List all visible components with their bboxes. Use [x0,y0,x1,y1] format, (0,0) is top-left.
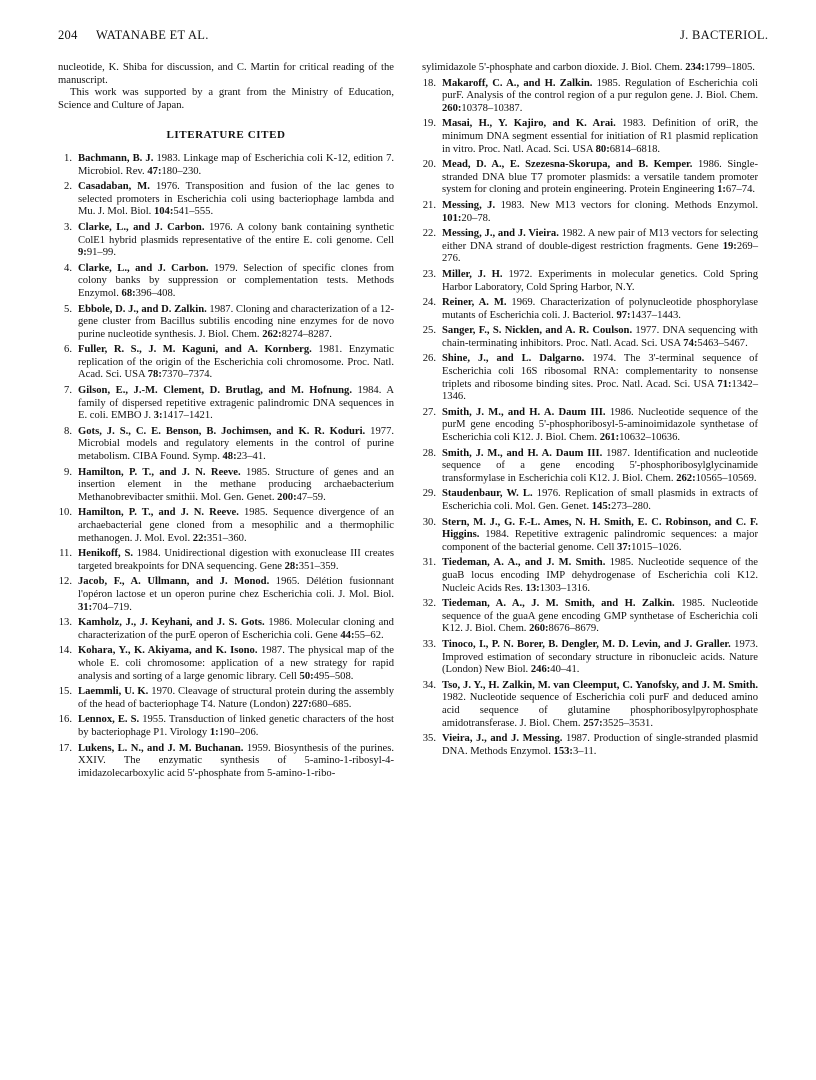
reference-number: 20. [422,159,436,171]
reference-text: 1986. Molecular cloning and characterization of the purE operon of Escherichia coli. Gene [78,617,394,641]
reference-volume: 262: [676,472,696,484]
reference-number: 10. [58,507,72,519]
reference-volume: 13: [525,582,540,594]
reference-item [58,548,394,573]
reference-text: 1969. Characterization of polynucleotide phosphorylase mutants of Escherichia coli. J. Bacteriol. [442,297,758,321]
reference-authors: Reiner, A. M. [442,297,507,309]
reference-text: 1987. Production of single-stranded plasmid DNA. Methods Enzymol. [442,733,758,757]
reference-number: 16. [58,714,72,726]
reference-text: 1985. Structure of genes and an insertion element in the methane producing archaebacterium Methanobrevibacter smithii. Mol. Gen. Genet. [78,466,394,503]
reference-authors: Vieira, J., and J. Messing. [442,733,563,745]
reference-authors: Henikoff, S. [78,548,134,560]
reference-volume: 257: [583,717,603,729]
reference-pages: 8274–8287. [281,328,332,340]
reference-pages: 55–62. [354,629,384,641]
reference-pages: 1417–1421. [162,410,213,422]
reference-authors: Tiedeman, A. A., and J. M. Smith. [442,557,606,569]
reference-text: 1979. Selection of specific clones from colony banks by suppression or complementation tests. Methods Enzymol. [78,262,394,299]
reference-list-left [58,153,394,780]
reference-text: 1985. Regulation of Escherichia coli purF. Analysis of the control region of a pur regulon gene. J. Biol. Chem. [442,77,758,102]
reference-item [422,228,758,266]
reference-pages: 351–359. [298,560,339,572]
reference-authors: Kohara, Y., K. Akiyama, and K. Isono. [78,645,258,657]
reference-number: 9. [64,466,72,478]
reference-text: 1984. Repetitive extragenic palindromic sequences: a major component of the bacterial genome. Cell [442,529,758,553]
reference-volume: 153: [553,745,573,757]
reference-authors: Clarke, L., and J. Carbon. [78,221,205,233]
reference-number: 13. [58,617,72,629]
reference-authors: Lukens, L. N., and J. M. Buchanan. [78,742,244,754]
reference-authors: Bachmann, B. J. [78,152,154,164]
reference-number: 25. [422,325,436,337]
reference-item [58,263,394,301]
reference-item [58,617,394,642]
reference-pages: 3–11. [572,745,597,757]
reference-volume: 101: [442,212,462,224]
reference-volume: 50: [299,670,314,682]
reference-text: 1984. Unidirectional digestion with exonuclease III creates targeted breakpoints for DNA sequencing. Gene [78,548,395,572]
reference-number: 17. [58,742,72,754]
reference-pages: 704–719. [92,601,132,613]
reference-number: 28. [422,447,436,459]
reference-volume: 44: [340,629,355,641]
reference-text: 1982. A new pair of M13 vectors for selecting either DNA strand of double-digest restriction fragments. Gene [442,228,758,252]
reference-continuation: sylimidazole 5'-phosphate and carbon dioxide. J. Biol. Chem. 234:1799–1805. [422,62,755,73]
reference-volume: 200: [277,491,297,503]
reference-pages: 1015–1026. [631,541,682,553]
reference-volume: 1: [717,184,726,196]
reference-text: 1987. Identification and nucleotide sequence of a gene encoding 5'-phosphoribosylglycinamide transformylase in Escherichia coli K12. J. Biol. Chem. [442,447,758,484]
reference-text: 1984. A family of dispersed repetitive extragenic palindromic DNA sequences in E. coli. EMBO J. [78,385,394,422]
reference-volume: 246: [530,664,551,676]
literature-cited-heading: LITERATURE CITED [166,129,286,142]
reference-volume: 19: [722,240,737,252]
reference-item [58,507,394,545]
reference-item [58,153,394,178]
reference-number: 29. [422,488,436,500]
reference-item [422,353,758,403]
reference-number: 8. [64,425,72,437]
reference-item [422,78,758,116]
reference-text: 1987. The physical map of the whole E. coli chromosome: application of a new strategy for rapid analysis and sorting of a large genomic library. Cell [78,645,394,682]
reference-number: 30. [422,516,436,528]
reference-text: 1965. Délétion fusionnant l'opéron lactose et un operon purine chez Escherichia coli. J. Mol. Biol. [78,576,394,600]
reference-item [58,645,394,683]
acknowledgment-paragraph: nucleotide, K. Shiba for discussion, and C. Martin for critical reading of the manuscript. [58,62,394,86]
reference-item [422,680,758,730]
reference-pages: 680–685. [311,698,352,710]
reference-item [58,714,394,739]
reference-pages: 10632–10636. [619,432,681,444]
reference-text: 1974. The 3'-terminal sequence of Escherichia coli 16S ribosomal RNA: complementarity to nonsense triplets and ribosome binding sites. Proc. Natl. Acad. Sci. USA [442,353,758,390]
reference-authors: Tso, J. Y., H. Zalkin, M. van Cleemput, C. Yanofsky, and J. M. Smith. [442,679,758,691]
reference-authors: Sanger, F., S. Nicklen, and A. R. Coulson. [442,325,633,337]
reference-number: 21. [422,199,436,211]
reference-text: 1986. Single-stranded DNA blue T7 promoter plasmids: a versatile tandem promoter system for cloning and protein engineering. Protein Engineering [442,159,758,196]
reference-text: 1986. Nucleotide sequence of the purM gene encoding 5'-phosphoribosyl-5-aminoimidazole synthetase of Escherichia coli K12. J. Biol. Chem. [442,406,758,444]
reference-pages: 6814–6818. [609,143,661,155]
reference-item [422,269,758,294]
reference-item [58,304,394,342]
reference-number: 14. [58,645,72,657]
reference-authors: Lennox, E. S. [78,714,140,726]
reference-number: 24. [422,297,436,309]
reference-pages: 541–555. [173,206,214,218]
right-column [422,62,758,761]
reference-item [58,385,394,423]
reference-volume: 68: [121,287,136,299]
reference-pages: 91–99. [86,247,116,259]
reference-pages: 10378–10387. [461,102,523,114]
reference-text: 1955. Transduction of linked genetic characters of the host by bacteriophage P1. Virology [78,714,394,738]
reference-number: 12. [58,576,72,588]
reference-number: 19. [422,118,436,130]
reference-list-right [422,78,758,759]
reference-item [58,344,394,382]
reference-authors: Gilson, E., J.-M. Clement, D. Brutlag, and M. Hofnung. [78,385,352,397]
reference-authors: Gots, J. S., C. E. Benson, B. Jochimsen, and K. R. Koduri. [78,425,366,437]
reference-volume: 104: [153,206,174,218]
reference-text: 1977. Microbial models and regulatory elements in the control of purine metabolism. CIBA Found. Symp. [78,425,395,463]
funding-paragraph: This work was supported by a grant from the Ministry of Education, Science and Culture of Japan. [58,87,394,111]
reference-item [58,686,394,711]
reference-authors: Fuller, R. S., J. M. Kaguni, and A. Kornberg. [78,344,312,356]
reference-authors: Clarke, L., and J. Carbon. [78,262,209,274]
reference-pages: 7370–7374. [161,369,213,381]
reference-volume: 261: [599,432,620,444]
reference-authors: Stern, M. J., G. F.-L. Ames, N. H. Smith, E. C. Robinson, and C. F. Higgins. [442,516,758,541]
reference-number: 35. [422,733,436,745]
reference-volume: 37: [617,541,632,553]
reference-pages: 495–508. [313,670,354,682]
reference-text: 1982. Nucleotide sequence of Escherichia coli purF and deduced amino acid sequence of glutamine phosphoribosylpyrophosphate amidotransferase. J. Biol. Chem. [442,692,758,729]
reference-pages: 5463–5467. [697,337,748,349]
reference-volume: 97: [616,309,631,321]
reference-text: 1972. Experiments in molecular genetics. Cold Spring Harbor Laboratory, Cold Spring Harbor, N.Y. [442,268,758,293]
reference-text: 1985. Nucleotide sequence of the guaB locus encoding IMP dehydrogenase of Escherichia coli K12. Nucleic Acids Res. [442,557,758,594]
reference-volume: 227: [292,698,312,710]
running-header-journal: J. BACTERIOL. [680,28,769,42]
reference-number: 4. [64,262,72,274]
reference-authors: Staudenbaur, W. L. [442,488,533,500]
reference-item [58,222,394,260]
reference-authors: Tiedeman, A. A., J. M. Smith, and H. Zalkin. [442,598,675,610]
reference-authors: Hamilton, P. T., and J. N. Reeve. [78,507,239,519]
reference-text: 1976. A colony bank containing synthetic ColE1 hybrid plasmids representative of the entire E. coli genome. Cell [78,221,394,246]
reference-volume: 48: [222,451,237,463]
reference-pages: 47–59. [296,491,326,503]
reference-pages: 190–206. [218,726,259,738]
reference-volume: 3: [153,410,163,422]
reference-volume: 80: [595,143,610,155]
reference-text: 1987. Cloning and characterization of a 12-gene cluster from Bacillus subtilis encoding nine enzymes for de novo purine nucleotide synthesis. J. Biol. Chem. [78,303,394,340]
reference-volume: 1: [209,726,219,738]
reference-number: 33. [422,638,436,650]
reference-item [422,325,758,350]
reference-item [58,743,394,781]
reference-authors: Jacob, F., A. Ullmann, and J. Monod. [78,576,270,588]
reference-authors: Smith, J. M., and H. A. Daum III. [442,406,606,418]
reference-text: 1970. Cleavage of structural protein during the assembly of the head of bacteriophage T4. Nature (London) [78,686,394,710]
reference-item [58,181,394,219]
reference-volume: 47: [147,165,162,177]
reference-authors: Casadaban, M. [78,181,150,193]
reference-number: 2. [64,181,72,193]
reference-text: 1983. New M13 vectors for cloning. Methods Enzymol. [495,199,758,211]
reference-item [422,407,758,445]
reference-volume: 22: [192,532,207,544]
reference-text: 1981. Enzymatic replication of the origin of the Escherichia coli chromosome. Proc. Natl. Acad. Sci. USA [78,344,394,381]
reference-authors: Messing, J. [442,199,496,211]
reference-item [58,426,394,464]
reference-authors: Miller, J. H. [442,268,503,280]
reference-number: 31. [422,557,436,569]
reference-text: 1973. Improved estimation of secondary structure in ribonucleic acids. Nature (London) New Biol. [442,638,758,676]
reference-text: 1959. Biosynthesis of the purines. XXIV. The enzymatic synthesis of 5-amino-1-ribosyl-4-imidazolecarboxylic acid 5'-phosphate from 5-amino-1-ribo- [78,742,394,779]
reference-authors: Messing, J., and J. Vieira. [442,228,559,240]
reference-pages: 1342–1346. [442,378,758,403]
reference-authors: Smith, J. M., and H. A. Daum III. [442,447,603,459]
reference-number: 23. [422,268,436,280]
reference-pages: 8676–8679. [548,623,599,635]
running-header-authors: WATANABE ET AL. [96,28,209,42]
reference-text: 1977. DNA sequencing with chain-terminating inhibitors. Proc. Natl. Acad. Sci. USA [442,325,758,349]
reference-number: 22. [422,228,436,240]
reference-volume: 262: [262,328,282,340]
reference-item [422,159,758,197]
reference-pages: 180–230. [161,165,202,177]
reference-number: 5. [64,303,72,315]
reference-item [422,733,758,758]
reference-pages: 273–280. [611,501,651,512]
reference-text: 1983. Linkage map of Escherichia coli K-12, edition 7. Microbiol. Rev. [78,152,395,177]
reference-item [422,118,758,156]
reference-item [422,517,758,555]
reference-pages: 1437–1443. [630,309,681,321]
reference-item [422,598,758,636]
reference-volume: 78: [147,369,162,381]
reference-number: 3. [64,221,72,233]
reference-volume: 31: [78,601,93,613]
reference-number: 15. [58,686,72,698]
reference-volume: 260: [442,102,462,114]
reference-text: 1976. Replication of small plasmids in extracts of Escherichia coli. Mol. Gen. Genet. [442,488,759,512]
reference-item [422,488,758,513]
reference-volume: 28: [284,560,299,572]
reference-volume: 74: [683,337,698,349]
reference-volume: 9: [78,247,87,259]
reference-authors: Makaroff, C. A., and H. Zalkin. [442,77,593,89]
reference-text: 1983. Definition of oriR, the minimum DNA segment essential for initiation of R1 plasmid replication in vitro. Proc. Natl. Acad. Sci. USA [442,118,758,155]
reference-number: 27. [422,406,436,418]
reference-item [422,639,758,677]
reference-pages: 396–408. [135,287,176,299]
reference-text: 1976. Transposition and fusion of the lac genes to selected promoters in Escherichia coli using bacteriophage lambda and Mu. J. Mol. Biol. [78,181,394,218]
reference-authors: Kamholz, J., J. Keyhani, and J. S. Gots. [78,617,265,629]
reference-pages: 40–41. [550,664,580,676]
reference-number: 6. [64,344,72,356]
reference-number: 34. [422,679,436,691]
reference-authors: Masai, H., Y. Kajiro, and K. Arai. [442,118,616,130]
reference-authors: Ebbole, D. J., and D. Zalkin. [78,303,207,315]
reference-item [58,576,394,614]
reference-number: 11. [59,548,72,560]
reference-text: 1985. Nucleotide sequence of the guaA gene encoding GMP synthetase of Escherichia coli K12. J. Biol. Chem. [442,598,758,635]
reference-number: 32. [422,598,436,610]
reference-pages: 23–41. [236,451,266,463]
reference-pages: 3525–3531. [602,717,653,729]
reference-authors: Tinoco, I., P. N. Borer, B. Dengler, M. D. Levin, and J. Graller. [442,638,731,650]
reference-item [422,297,758,322]
left-column [58,62,394,783]
reference-pages: 269–276. [442,240,758,265]
reference-number: 26. [422,353,436,365]
reference-pages: 1303–1316. [539,582,591,594]
reference-item [422,200,758,225]
reference-number: 1. [64,152,72,164]
reference-number: 18. [422,77,436,89]
reference-volume: 260: [529,623,549,635]
reference-text: 1985. Sequence divergence of an archaebacterial gene cloned from a mesophilic and a thermophilic methanogen. J. Mol. Evol. [78,507,394,544]
reference-pages: 10565–10569. [695,472,757,484]
reference-number: 7. [64,385,72,397]
reference-volume: 71: [717,378,732,390]
reference-authors: Laemmli, U. K. [78,686,149,698]
reference-pages: 351–360. [206,532,247,544]
reference-authors: Mead, D. A., E. Szezesna-Skorupa, and B. Kemper. [442,159,693,171]
reference-item [58,467,394,505]
reference-volume: 145: [591,501,612,512]
reference-item [422,448,758,486]
page-number: 204 [58,28,78,42]
reference-pages: 20–78. [461,212,491,224]
reference-authors: Hamilton, P. T., and J. N. Reeve. [78,466,241,478]
reference-pages: 67–74. [725,184,756,196]
reference-authors: Shine, J., and L. Dalgarno. [442,353,585,365]
reference-item [422,557,758,595]
